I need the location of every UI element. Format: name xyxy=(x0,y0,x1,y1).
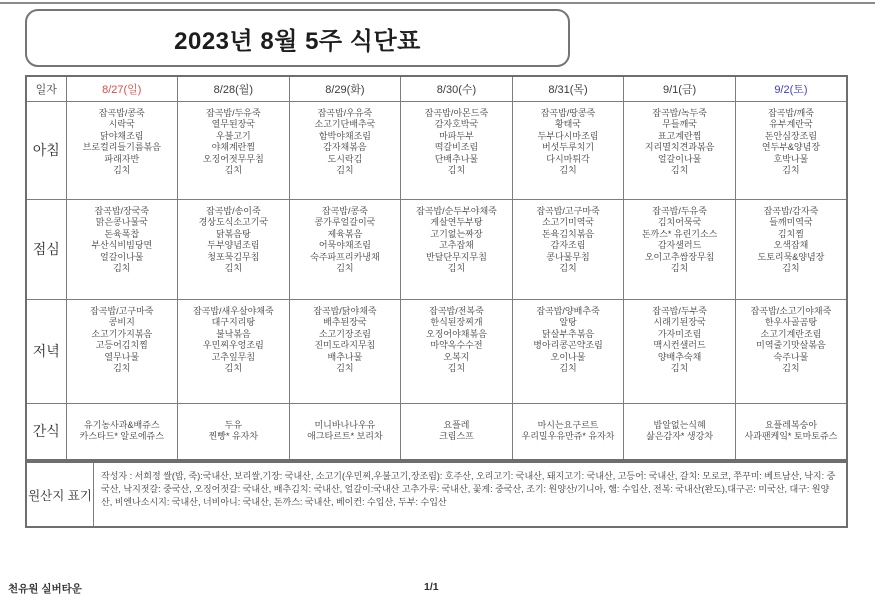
menu-item: 마시는요구르트 xyxy=(537,419,599,430)
menu-item: 김치 xyxy=(559,165,577,175)
menu-item: 시락국 xyxy=(108,119,135,129)
menu-item: 고기없는짜장 xyxy=(430,228,483,239)
meal-cell-snack-day3 xyxy=(289,403,401,460)
menu-item: 단배추나물 xyxy=(434,153,479,164)
day-header-5: 8/31(목) xyxy=(512,76,624,101)
menu-item: 오이나물 xyxy=(550,351,586,362)
menu-item: 가자미조림 xyxy=(657,328,702,339)
menu-item: 김치 xyxy=(447,165,466,175)
menu-item: 마약옥수수전 xyxy=(430,340,483,350)
meal-cell-lunch-day5 xyxy=(512,199,624,299)
menu-item: 유기농사과&배쥬스 xyxy=(84,419,160,430)
menu-item: 감자채볶음 xyxy=(323,142,367,152)
menu-item: 양배추숙채 xyxy=(657,351,702,362)
menu-item: 부산식비빔당면 xyxy=(91,240,153,250)
menu-item: 마파두부 xyxy=(439,130,474,141)
meal-cell-lunch-day2 xyxy=(178,199,290,299)
meal-cell-lunch-day1 xyxy=(66,199,178,299)
day-header-3: 8/29(화) xyxy=(289,76,401,101)
menu-item: 김치 xyxy=(113,363,131,373)
menu-item: 잡곡밥/소고기야채죽 xyxy=(750,305,832,316)
menu-item: 두부양념조림 xyxy=(207,240,260,250)
menu-item: 김치 xyxy=(113,263,131,273)
menu-item: 잡곡밥/양배추죽 xyxy=(536,305,600,316)
menu-item: 도시락김 xyxy=(327,153,363,164)
menu-item: 크림스프 xyxy=(439,431,474,442)
menu-item: 오징어젓무무침 xyxy=(202,153,264,164)
meal-cell-dinner-day2 xyxy=(178,299,290,403)
menu-item: 잡곡밥/콩죽 xyxy=(321,205,368,216)
date-header-row xyxy=(26,76,847,101)
title-box xyxy=(25,9,570,67)
meal-cell-dinner-day6 xyxy=(624,299,736,403)
menu-item: 잡곡밥/고구마죽 xyxy=(536,205,600,216)
top-divider-line xyxy=(0,2,875,4)
menu-item: 얼갈이나물 xyxy=(100,251,144,262)
menu-item: 고추잡채 xyxy=(439,240,474,250)
menu-item: 호박나물 xyxy=(773,153,809,164)
meal-cell-snack-day5 xyxy=(512,403,624,460)
meal-cell-dinner-day3 xyxy=(289,299,401,403)
menu-item: 소고기장조림 xyxy=(318,328,371,339)
menu-item: 김치 xyxy=(559,363,577,373)
menu-item: 소고기계란조림 xyxy=(760,328,822,339)
footer-page-number: 1/1 xyxy=(424,581,439,593)
menu-item: 잡곡밥/닭야채죽 xyxy=(313,305,377,316)
menu-item: 황태국 xyxy=(554,119,582,129)
menu-item: 돈까스* 유린기소스 xyxy=(641,228,718,239)
meal-row-lunch xyxy=(26,199,847,299)
menu-item: 김치 xyxy=(336,165,354,175)
menu-item: 두부다시마조림 xyxy=(537,130,599,141)
menu-item: 찐빵* 유자차 xyxy=(208,431,259,442)
menu-item: 김치찜 xyxy=(777,228,804,239)
meal-cell-snack-day4 xyxy=(401,403,513,460)
row-label-breakfast: 아침 xyxy=(26,101,66,199)
meal-cell-lunch-day7 xyxy=(735,199,847,299)
date-label-cell: 일자 xyxy=(26,76,66,101)
menu-item: 김치 xyxy=(670,363,689,373)
menu-item: 함박야채조림 xyxy=(318,130,371,141)
meal-cell-breakfast-day3 xyxy=(289,101,401,199)
menu-item: 감자호박국 xyxy=(434,119,479,129)
menu-item: 잡곡밥/고구마죽 xyxy=(90,305,154,316)
menu-item: 지리멸치견과볶음 xyxy=(644,142,715,152)
menu-item: 김치 xyxy=(782,165,800,175)
menu-item: 잡곡밥/두부죽 xyxy=(652,305,707,316)
menu-item: 무들깨국 xyxy=(662,119,697,129)
footer-facility-name: 천유원 실버타운 xyxy=(8,583,82,595)
menu-item: 오색잡채 xyxy=(773,240,809,250)
origin-label: 원산지 표기 xyxy=(27,463,94,526)
menu-item: 김치 xyxy=(782,363,800,373)
menu-item: 오복지 xyxy=(443,351,470,362)
menu-item: 소고기단배추국 xyxy=(314,119,376,129)
menu-item: 맥시컨샐러드 xyxy=(653,340,706,350)
menu-item: 오징어야채볶음 xyxy=(426,328,487,339)
menu-item: 도토리묵&양념장 xyxy=(757,251,825,262)
meal-cell-lunch-day3 xyxy=(289,199,401,299)
menu-item: 콩비지 xyxy=(108,317,135,327)
meal-cell-breakfast-day2 xyxy=(178,101,290,199)
menu-item: 숙주나물 xyxy=(773,351,809,362)
menu-item: 잡곡밥/장국죽 xyxy=(94,205,150,216)
day-header-6: 9/1(금) xyxy=(624,76,736,101)
meal-row-snack xyxy=(26,403,847,460)
menu-item: 파래자반 xyxy=(104,153,140,164)
menu-item: 게살연두부탕 xyxy=(430,217,483,227)
menu-item: 사과팬케잌* 토마토쥬스 xyxy=(744,431,838,442)
row-label-lunch: 점심 xyxy=(26,199,66,299)
menu-item: 한식된장찌개 xyxy=(430,317,483,327)
menu-item: 콩가루얼갈이국 xyxy=(314,217,376,227)
menu-item: 삶은감자* 생강차 xyxy=(646,431,714,442)
menu-item: 김치 xyxy=(447,263,466,273)
menu-item: 잡곡밥/두유죽 xyxy=(652,205,707,216)
meal-cell-breakfast-day5 xyxy=(512,101,624,199)
meal-cell-breakfast-day1 xyxy=(66,101,178,199)
menu-item: 유부계란국 xyxy=(769,119,813,129)
day-header-1: 8/27(일) xyxy=(66,76,178,101)
meal-cell-dinner-day4 xyxy=(401,299,513,403)
menu-item: 우불고기 xyxy=(215,130,251,141)
meal-cell-snack-day7 xyxy=(735,403,847,460)
menu-item: 미니바나나우유 xyxy=(314,419,376,430)
menu-item: 경상도식소고기국 xyxy=(198,217,269,227)
menu-item: 닭살부추볶음 xyxy=(541,328,595,339)
meal-cell-lunch-day6 xyxy=(624,199,736,299)
menu-item: 제육볶음 xyxy=(327,228,363,239)
menu-item: 카스타드* 알로에쥬스 xyxy=(79,431,164,442)
menu-item: 불낙볶음 xyxy=(215,328,251,339)
menu-item: 김치 xyxy=(336,263,354,273)
menu-item: 떡갈비조림 xyxy=(434,142,479,152)
menu-item: 요플레 xyxy=(443,419,470,430)
menu-item: 고추잎무침 xyxy=(211,351,256,362)
day-header-2: 8/28(월) xyxy=(178,76,290,101)
menu-item: 청포묵김무침 xyxy=(207,251,260,262)
menu-item: 김치 xyxy=(336,363,354,373)
menu-item: 맑은콩나물국 xyxy=(95,217,148,227)
menu-item: 숙주파프리카냉채 xyxy=(310,251,380,262)
menu-item: 브로컬리들기름볶음 xyxy=(82,142,161,152)
menu-item: 돈육폭찹 xyxy=(104,228,140,239)
menu-item: 잡곡밥/땅콩죽 xyxy=(540,107,596,118)
menu-item: 잡곡밥/두유죽 xyxy=(206,107,261,118)
row-label-snack: 간식 xyxy=(26,403,66,460)
menu-item: 김치 xyxy=(113,165,131,175)
menu-item: 열무나물 xyxy=(104,351,140,362)
meal-cell-breakfast-day4 xyxy=(401,101,513,199)
menu-item: 닭야채조림 xyxy=(100,130,144,141)
menu-item: 김치 xyxy=(782,263,800,273)
page-title: 2023년 8월 5주 식단표 xyxy=(174,27,421,55)
menu-item: 잡곡밥/송이죽 xyxy=(206,205,261,216)
menu-item: 얼갈이나물 xyxy=(657,153,702,164)
menu-item: 배추된장국 xyxy=(323,317,367,327)
meal-cell-breakfast-day7 xyxy=(735,101,847,199)
menu-item: 배추나물 xyxy=(327,351,363,362)
menu-item: 김치어묵국 xyxy=(657,217,702,227)
menu-item: 김치 xyxy=(670,263,689,273)
menu-item: 소고기미역국 xyxy=(541,217,595,227)
meal-cell-snack-day1 xyxy=(66,403,178,460)
menu-item: 요플레복숭아 xyxy=(764,419,818,430)
meal-table-body xyxy=(26,101,847,460)
menu-item: 밥알없는식혜 xyxy=(653,419,706,430)
menu-item: 어묵야채조림 xyxy=(318,240,371,250)
menu-item: 잡곡밥/깨죽 xyxy=(767,107,814,118)
menu-item: 한우사골곰탕 xyxy=(764,317,818,327)
menu-item: 닭볶음탕 xyxy=(215,228,251,239)
meal-cell-snack-day2 xyxy=(178,403,290,460)
menu-item: 돈안심장조림 xyxy=(764,130,818,141)
menu-item: 김치 xyxy=(224,263,243,273)
menu-item: 표고계란찜 xyxy=(657,130,702,141)
origin-info-box xyxy=(25,461,848,528)
menu-item: 들깨미역국 xyxy=(769,217,813,227)
menu-item: 김치 xyxy=(447,363,466,373)
menu-item: 고등어김치찜 xyxy=(95,340,148,350)
menu-item: 돈육김치볶음 xyxy=(541,228,595,239)
menu-item: 잡곡밥/순두부야채죽 xyxy=(416,205,497,216)
menu-item: 오이고추쌈장무침 xyxy=(644,251,715,262)
menu-item: 잡곡밥/우유죽 xyxy=(317,107,373,118)
menu-item: 잡곡밥/녹두죽 xyxy=(652,107,707,118)
menu-item: 소고기가지볶음 xyxy=(91,328,153,339)
menu-item: 알탕 xyxy=(559,317,577,327)
menu-item: 버섯두루치기 xyxy=(541,142,595,152)
menu-item: 우리밀우유만쥬* 유자차 xyxy=(521,431,615,442)
menu-item: 잡곡밥/새우살야채죽 xyxy=(192,305,274,316)
day-header-4: 8/30(수) xyxy=(401,76,513,101)
meal-plan-table xyxy=(25,75,848,461)
menu-item: 잡곡밥/전복죽 xyxy=(429,305,484,316)
menu-item: 우민찌우엉조림 xyxy=(202,340,264,350)
menu-item: 병아리콩곤약조림 xyxy=(533,340,603,350)
menu-item: 잡곡밥/감자죽 xyxy=(763,205,819,216)
meal-cell-dinner-day1 xyxy=(66,299,178,403)
meal-cell-snack-day6 xyxy=(624,403,736,460)
menu-item: 잡곡밥/아몬드죽 xyxy=(424,107,489,118)
meal-cell-dinner-day5 xyxy=(512,299,624,403)
menu-item: 야채계란찜 xyxy=(211,142,256,152)
menu-item: 감자조림 xyxy=(550,240,586,250)
menu-item: 두유 xyxy=(224,419,243,430)
menu-item: 대구지리탕 xyxy=(211,317,256,327)
day-header-7: 9/2(토) xyxy=(735,76,847,101)
menu-item: 김치 xyxy=(559,263,577,273)
menu-item: 시래기된장국 xyxy=(653,317,706,327)
menu-item: 연두부&양념장 xyxy=(761,142,821,152)
menu-item: 김치 xyxy=(224,165,243,175)
meal-row-dinner xyxy=(26,299,847,403)
menu-item: 콩나물무침 xyxy=(546,251,590,262)
meal-cell-lunch-day4 xyxy=(401,199,513,299)
menu-item: 반달단무지무침 xyxy=(426,251,487,262)
meal-cell-breakfast-day6 xyxy=(624,101,736,199)
meal-row-breakfast xyxy=(26,101,847,199)
menu-item: 미역줄기맛살볶음 xyxy=(756,340,826,350)
menu-item: 애그타르트* 보리차 xyxy=(307,431,383,442)
menu-item: 다시마튀각 xyxy=(546,153,590,164)
origin-text: 작성자 : 서희정 쌀(밥, 죽):국내산, 보리쌀,기장: 국내산, 소고기(우민찌,우불고기,장조림): 호주산, 오리고기: 국내산, 돼지고기: 국내산, 고등어: 국내산, 갈치: 모로코, 쭈꾸미: 베트남산, 낙지: 중국산, 낙지젓갈: 중국산, 오징어젓갈: 국내산, 배추김치: 국내산, 얼갈이:국내산 고추가루: 국내산, 꽃게: 중국산, 조기: 원양산/기니아, 햄: 수입산, 전복: 국내산(완도),대구곤: 미국산, 대구: 원양산, 비엔나소시지: 국내산, 너비아니: 국내산, 돈까스: 국내산, 베이컨: 수입산, 두부: 수입산 xyxy=(101,471,836,507)
row-label-dinner: 저녁 xyxy=(26,299,66,403)
meal-cell-dinner-day7 xyxy=(735,299,847,403)
menu-item: 감자샐러드 xyxy=(657,240,702,250)
menu-item: 진미도라지무침 xyxy=(314,340,376,350)
menu-item: 김치 xyxy=(224,363,243,373)
menu-item: 잡곡밥/콩죽 xyxy=(98,107,145,118)
menu-item: 열무된장국 xyxy=(211,119,256,129)
menu-item: 김치 xyxy=(670,165,689,175)
